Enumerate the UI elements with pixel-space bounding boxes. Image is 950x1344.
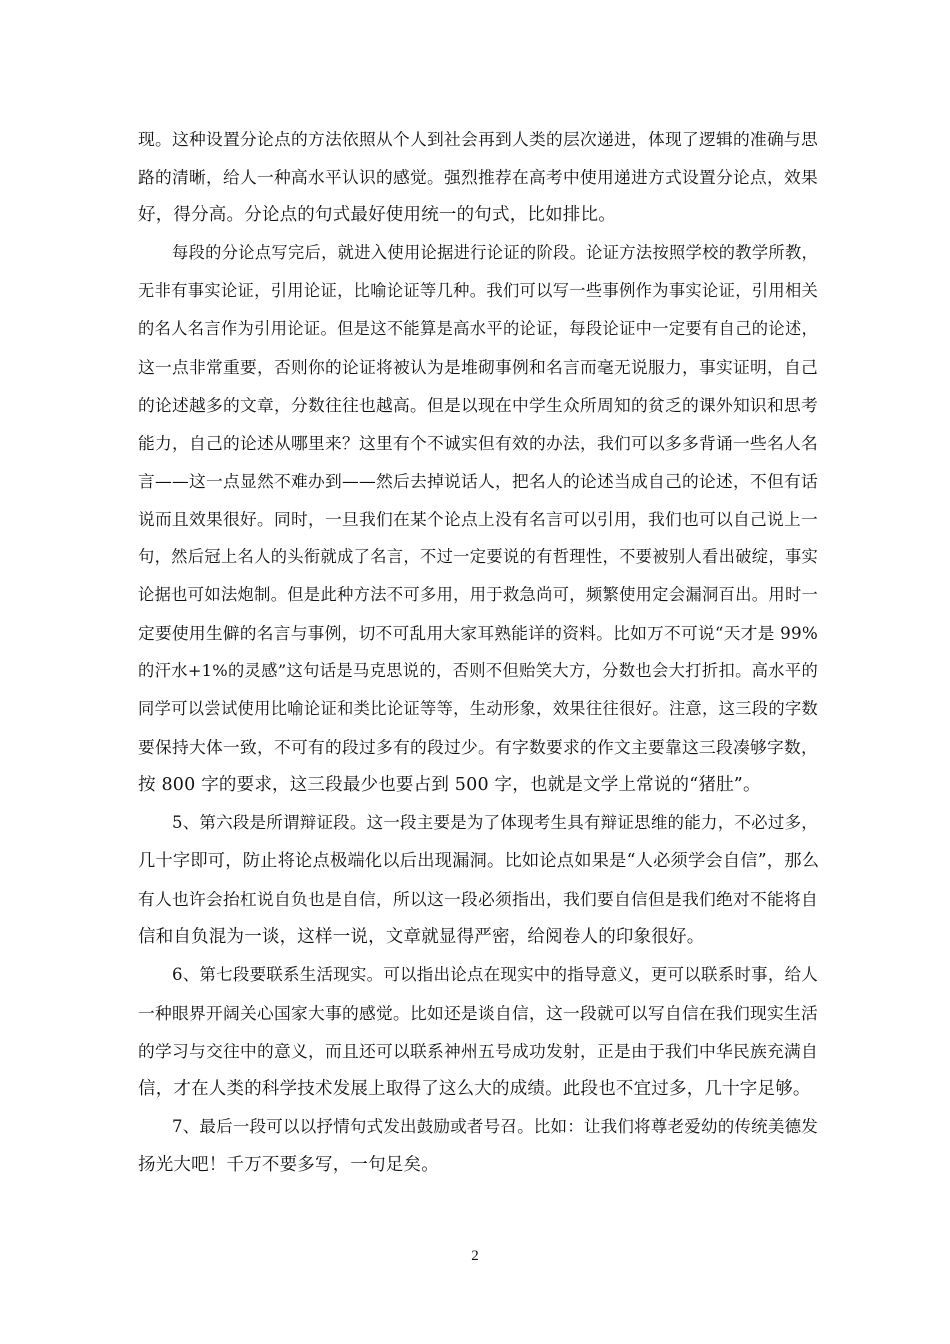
text-line: 能力，自己的论述从哪里来？这里有个不诚实但有效的办法，我们可以多多背诵一些名人名 [138,433,818,453]
text-line: 的名人名言作为引用论证。但是这不能算是高水平的论证，每段论证中一定要有自己的论述， [138,319,818,338]
text-line: 6、第七段要联系生活现实。可以指出论点在现实中的指导意义，更可以联系时事，给人 [172,965,818,984]
text-line: 按 800 字的要求，这三段最少也要占到 500 字，也就是文学上常说的“猪肚”。 [138,775,761,795]
page-number: 2 [471,1248,479,1264]
text-line: 论据也可如法炮制。但是此种方法不可多用，用于救急尚可，频繁使用定会漏洞百出。用时一 [138,585,818,604]
text-line: 信，才在人类的科学技术发展上取得了这么大的成绩。此段也不宜过多，几十字足够。 [138,1079,811,1099]
text-line: 要保持大体一致，不可有的段过多有的段过少。有字数要求的作文主要靠这三段凑够字数， [138,737,818,757]
text-line: 的论述越多的文章，分数往往也越高。但是以现在中学生众所周知的贫乏的课外知识和思考 [138,395,818,415]
text-line: 言——这一点显然不难办到——然后去掉说话人，把名人的论述当成自己的论述，不但有话 [138,471,818,491]
text-line: 几十字即可，防止将论点极端化以后出现漏洞。比如论点如果是“人必须学会自信”，那么 [138,851,820,871]
text-line: 信和自负混为一谈，这样一说，文章就显得严密，给阅卷人的印象很好。 [138,927,705,947]
text-line: 扬光大吧！千万不要多写，一句足矣。 [138,1155,439,1175]
text-line: 好，得分高。分论点的句式最好使用统一的句式，比如排比。 [138,205,616,225]
text-line: 路的清晰，给人一种高水平认识的感觉。强烈推荐在高考中使用递进方式设置分论点，效果 [138,167,818,187]
text-line: 同学可以尝试使用比喻论证和类比论证等等，生动形象，效果往往很好。注意，这三段的字数 [138,699,818,718]
text-line: 7、最后一段可以以抒情句式发出鼓励或者号召。比如：让我们将尊老爱幼的传统美德发 [172,1117,818,1136]
text-line: 定要使用生僻的名言与事例，切不可乱用大家耳熟能详的资料。比如万不可说“天才是 99% [138,623,818,643]
text-line: 说而且效果很好。同时，一旦我们在某个论点上没有名言可以引用，我们也可以自己说上一 [138,509,818,529]
text-line: 一种眼界开阔关心国家大事的感觉。比如还是谈自信，这一段就可以写自信在我们现实生活 [138,1003,818,1023]
text-line: 这一点非常重要，否则你的论证将被认为是堆砌事例和名言而毫无说服力，事实证明，自己 [138,357,818,377]
text-line: 每段的分论点写完后，就进入使用论据进行论证的阶段。论证方法按照学校的教学所教， [172,243,818,262]
text-line: 现。这种设置分论点的方法依照从个人到社会再到人类的层次递进，体现了逻辑的准确与思 [138,129,818,149]
text-line: 句，然后冠上名人的头衔就成了名言，不过一定要说的有哲理性，不要被别人看出破绽，事实 [138,547,818,566]
text-line: 5、第六段是所谓辩证段。这一段主要是为了体现考生具有辩证思维的能力，不必过多， [172,813,818,832]
text-line: 的汗水+1%的灵感”这句话是马克思说的，否则不但贻笑大方，分数也会大打折扣。高水平的 [138,661,818,680]
text-line: 的学习与交往中的意义，而且还可以联系神州五号成功发射，正是由于我们中华民族充满自 [138,1041,818,1061]
text-line: 无非有事实论证，引用论证，比喻论证等几种。我们可以写一些事例作为事实论证，引用相关 [138,281,818,300]
text-line: 有人也许会抬杠说自负也是自信，所以这一段必须指出，我们要自信但是我们绝对不能将自 [138,889,818,909]
